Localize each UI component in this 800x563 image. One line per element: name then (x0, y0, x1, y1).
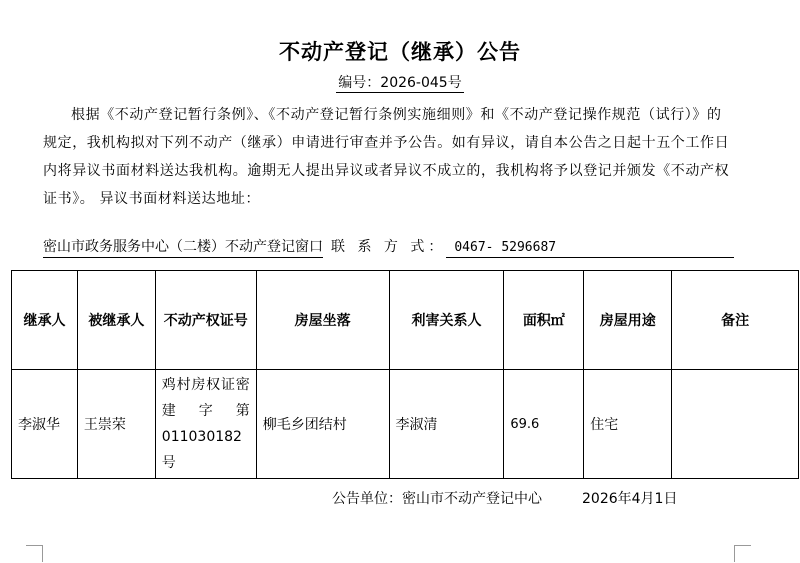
cell-cert-no: 鸡村房权证密建字第011030182号 (155, 370, 256, 479)
cell-interested-party: 李淑清 (389, 370, 504, 479)
cell-area: 69.6 (504, 370, 584, 479)
header-cert-no: 不动产权证号 (155, 271, 256, 370)
page-title: 不动产登记（继承）公告 (279, 40, 521, 64)
cell-heir: 李淑华 (12, 370, 78, 479)
page-corner-mark-left (26, 545, 43, 562)
header-area: 面积㎡ (504, 271, 584, 370)
document-number-text: 编号：2026-045号 (338, 75, 462, 91)
issuer: 公告单位：密山市不动产登记中心 (332, 491, 542, 507)
header-decedent: 被继承人 (77, 271, 155, 370)
cell-decedent: 王崇荣 (77, 370, 155, 479)
notice-body: 根据《不动产登记暂行条例》、《不动产登记暂行条例实施细则》和《不动产登记操作规范（试行）》的规定，我机构拟对下列不动产（继承）申请进行审查并予公告。如有异议，请自本公告之日起十五个工作日内将异议书面材料送达我机构。逾期无人提出异议或者异议不成立的，我机构将予以登记并颁发《不动产权证书》。 异议书面材料送达地址： (43, 107, 730, 207)
header-location: 房屋坐落 (256, 271, 389, 370)
table-row (12, 370, 799, 479)
cell-usage: 住宅 (584, 370, 672, 479)
header-usage: 房屋用途 (584, 271, 672, 370)
cell-remark (672, 370, 799, 479)
issue-date: 2026年4月1日 (582, 491, 678, 507)
table-header-row (12, 271, 799, 370)
footer (332, 488, 677, 508)
phone-number: 0467- 5296687 (446, 240, 734, 258)
document-number (0, 72, 800, 92)
page-corner-mark-right (734, 545, 751, 562)
address-text: 密山市政务服务中心（二楼）不动产登记窗口 (43, 239, 323, 258)
header-heir: 继承人 (12, 271, 78, 370)
header-remark: 备注 (672, 271, 799, 370)
address-line (43, 236, 734, 258)
contact-label: 联 系 方 式： (331, 239, 447, 255)
cell-location: 柳毛乡团结村 (256, 370, 389, 479)
inheritance-table (11, 270, 799, 479)
header-interested-party: 利害关系人 (389, 271, 504, 370)
